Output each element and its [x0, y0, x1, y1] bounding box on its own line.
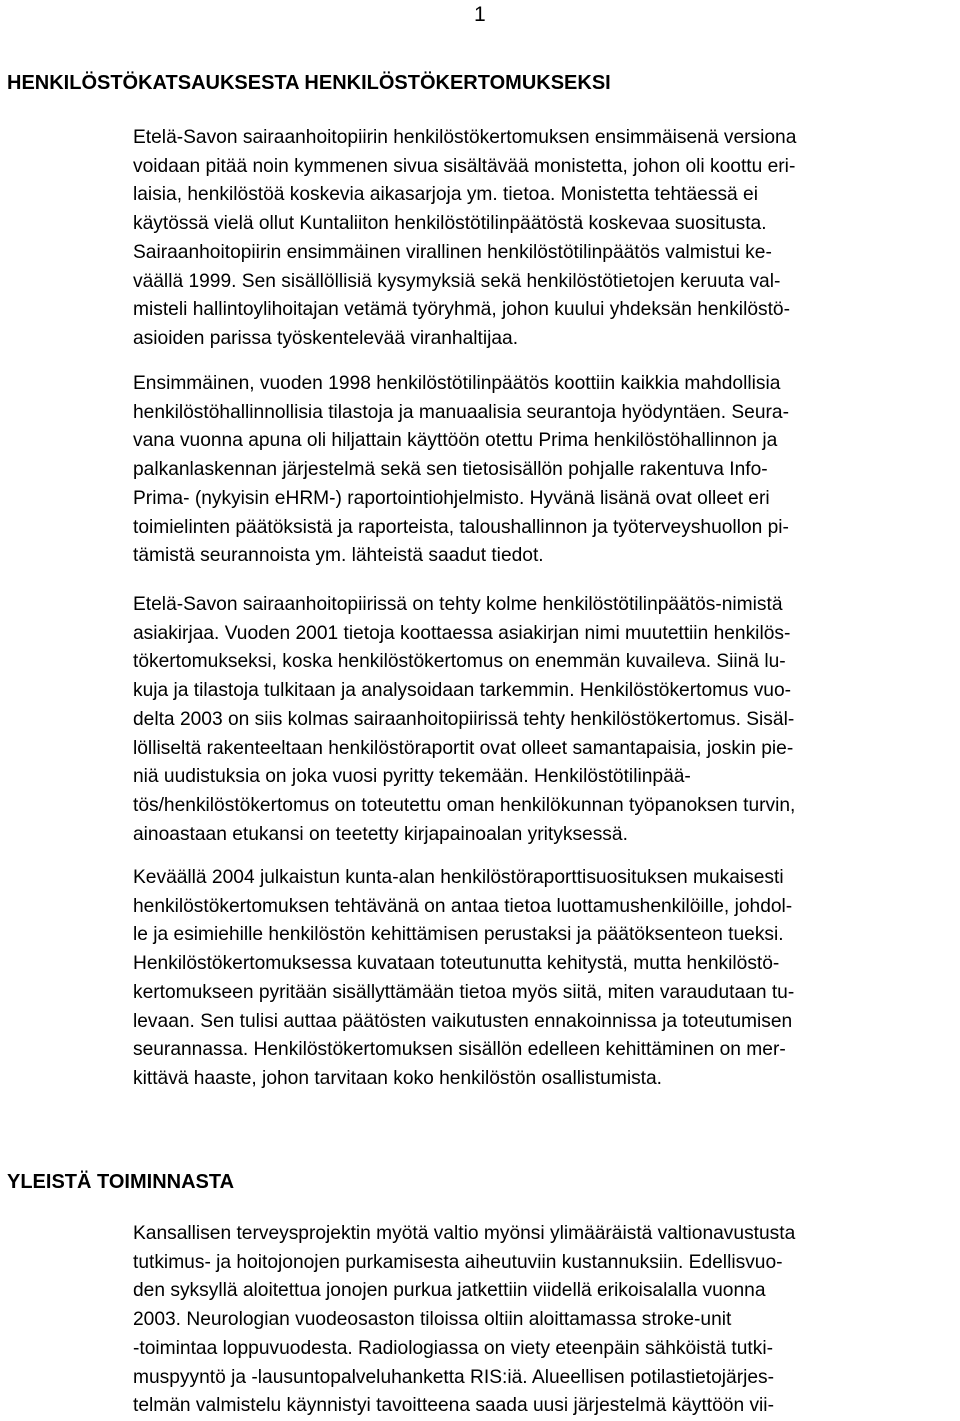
text-line: asiakirjaa. Vuoden 2001 tietoja koottaessa asiakirjan nimi muutettiin henkilös-: [133, 622, 791, 644]
text-line: väällä 1999. Sen sisällöllisiä kysymyksiä sekä henkilöstötietojen keruuta val-: [133, 270, 781, 292]
text-line: lölliseltä rakenteeltaan henkilöstöraportit ovat olleet samantapaisia, joskin pie-: [133, 737, 794, 759]
text-line: niä uudistuksia on joka vuosi pyritty tekemään. Henkilöstötilinpää-: [133, 766, 691, 788]
text-line: Ensimmäinen, vuoden 1998 henkilöstötilinpäätös koottiin kaikkia mahdollisia: [133, 373, 781, 394]
text-line: Kansallisen terveysprojektin myötä valtio myönsi ylimääräistä valtionavustusta: [133, 1223, 796, 1244]
text-line: Sairaanhoitopiirin ensimmäinen virallinen henkilöstötilinpäätös valmistui ke-: [133, 241, 772, 263]
text-line: Henkilöstökertomuksessa kuvataan toteutunutta kehitystä, mutta henkilöstö-: [133, 953, 780, 975]
text-line: ainoastaan etukansi on teetetty kirjapainoalan yrityksessä.: [133, 823, 628, 845]
text-line: Etelä-Savon sairaanhoitopiirin henkilöstökertomuksen ensimmäisenä versiona: [133, 127, 797, 148]
text-line: Prima- (nykyisin eHRM-) raportointiohjelmisto. Hyvänä lisänä ovat olleet eri: [133, 487, 770, 509]
text-line: henkilöstöhallinnollisia tilastoja ja manuaalisia seurantoja hyödyntäen. Seura-: [133, 401, 789, 423]
text-line: Keväällä 2004 julkaistun kunta-alan henkilöstöraporttisuosituksen mukaisesti: [133, 867, 784, 888]
text-line: delta 2003 on siis kolmas sairaanhoitopiirissä tehty henkilöstökertomus. Sisäl-: [133, 708, 795, 730]
text-line: toimielinten päätöksistä ja raporteista, taloushallinnon ja työterveyshuollon pi-: [133, 516, 789, 538]
text-line: den syksyllä aloitettua jonojen purkua jatkettiin viidellä erikoisalalla vuonna: [133, 1280, 766, 1302]
section-heading: HENKILÖSTÖKATSAUKSESTA HENKILÖSTÖKERTOMUKSEKSI: [7, 72, 611, 94]
text-line: palkanlaskennan järjestelmä sekä sen tietosisällön pohjalle rakentuva Info-: [133, 459, 768, 481]
text-line: kittävä haaste, johon tarvitaan koko henkilöstön osallistumista.: [133, 1067, 663, 1089]
text-line: tökertomukseksi, koska henkilöstökertomus on enemmän kuvaileva. Siinä lu-: [133, 651, 786, 673]
paragraph: [133, 370, 789, 571]
text-line: tös/henkilöstökertomus on toteutettu oman henkilökunnan työpanoksen turvin,: [133, 794, 796, 816]
text-line: muspyyntö ja -lausuntopalveluhanketta RIS:iä. Alueellisen potilastietojärjes-: [133, 1366, 775, 1388]
text-line: tutkimus- ja hoitojonojen purkamisesta aiheutuviin kustannuksiin. Edellisvuo-: [133, 1251, 783, 1273]
text-line: kuja ja tilastoja tulkitaan ja analysoidaan tarkemmin. Henkilöstökertomus vuo-: [133, 680, 792, 702]
paragraph: [133, 1220, 795, 1421]
text-line: seurannassa. Henkilöstökertomuksen sisällön edelleen kehittäminen on mer-: [133, 1039, 786, 1061]
text-line: voidaan pitää noin kymmenen sivua sisältävää monistetta, johon oli koottu eri-: [133, 155, 796, 177]
text-line: kertomukseen pyritään sisällyttämään tietoa myös siitä, miten varaudutaan tu-: [133, 981, 795, 1003]
paragraph: [133, 864, 794, 1094]
text-line: asioiden parissa työskentelevää viranhaltijaa.: [133, 327, 519, 349]
text-line: 2003. Neurologian vuodeosaston tiloissa oltiin aloittamassa stroke-unit: [133, 1309, 732, 1331]
text-line: le ja esimiehille henkilöstön kehittämisen perustaksi ja päätöksenteon tueksi.: [133, 924, 784, 946]
text-line: levaan. Sen tulisi auttaa päätösten vaikutusten ennakoinnissa ja toteutumisen: [133, 1010, 793, 1032]
text-line: vana vuonna apuna oli hiljattain käyttöön otettu Prima henkilöstöhallinnon ja: [133, 430, 778, 452]
text-line: -toimintaa loppuvuodesta. Radiologiassa on viety eteenpäin sähköistä tutki-: [133, 1337, 773, 1359]
section-heading: YLEISTÄ TOIMINNASTA: [7, 1171, 235, 1193]
text-line: misteli hallintoylihoitajan vetämä työryhmä, johon kuului yhdeksän henkilöstö-: [133, 299, 790, 321]
text-line: laisia, henkilöstöä koskevia aikasarjoja ym. tietoa. Monistetta tehtäessä ei: [133, 184, 758, 206]
text-line: henkilöstökertomuksen tehtävänä on antaa tietoa luottamushenkilöille, johdol-: [133, 895, 793, 917]
paragraph: [133, 591, 795, 849]
text-line: tämistä seurannoista ym. lähteistä saadut tiedot.: [133, 545, 544, 567]
text-line: käytössä vielä ollut Kuntaliiton henkilöstötilinpäätöstä koskevaa suositusta.: [133, 213, 767, 235]
text-line: Etelä-Savon sairaanhoitopiirissä on tehty kolme henkilöstötilinpäätös-nimistä: [133, 594, 783, 615]
page-number: 1: [474, 3, 486, 26]
paragraph: [133, 124, 796, 354]
text-line: telmän valmistelu käynnistyi tavoitteena saada uusi järjestelmä käyttöön vii-: [133, 1395, 774, 1417]
